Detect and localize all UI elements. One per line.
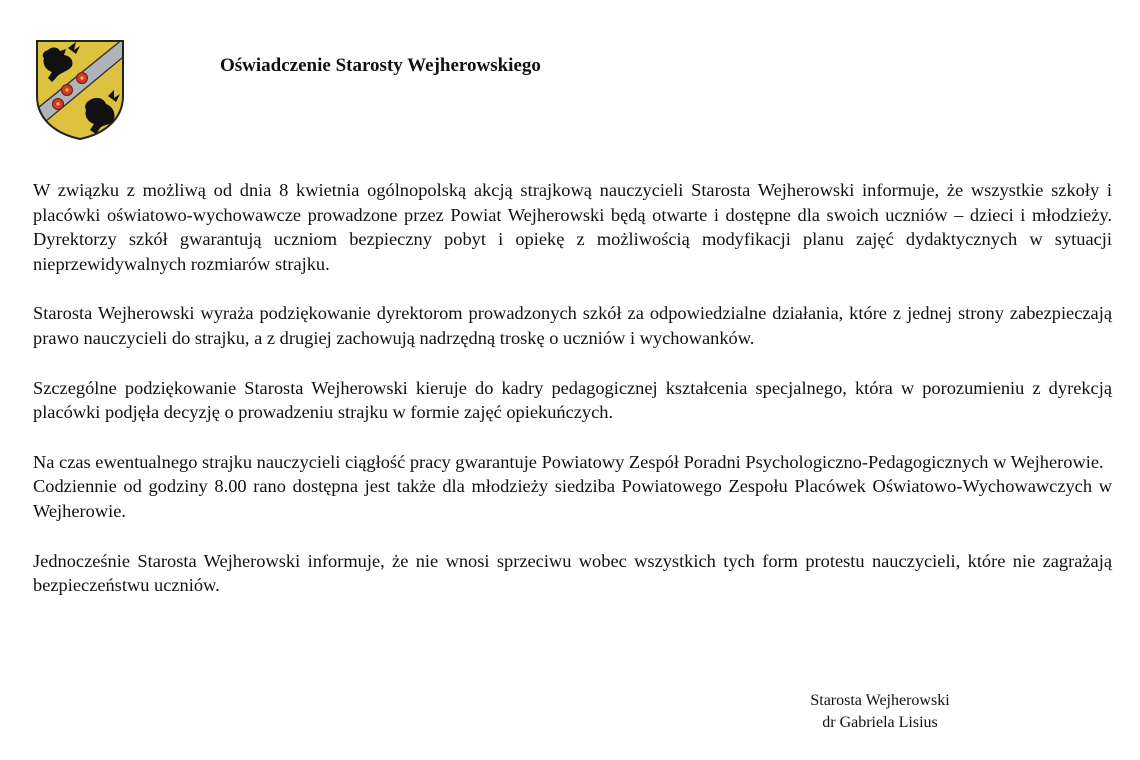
signature-title: Starosta Wejherowski: [810, 692, 950, 709]
paragraph-thanks-special-education: Szczególne podziękowanie Starosta Wejherowski kieruje do kadry pedagogicznej kształcenia specjalnego, która w porozumieniu z dyrekcją placówki podjęła decyzję o prowadzeniu strajku w formie zajęć opiekuńczych.: [33, 377, 1112, 423]
signature-name: dr Gabriela Lisius: [822, 714, 938, 731]
paragraph-counseling-continuity: Na czas ewentualnego strajku nauczycieli ciągłość pracy gwarantuje Powiatowy Zespół Poradni Psychologiczno-Pedagogicznych w Wejherowie.: [33, 451, 1104, 472]
document-title: Oświadczenie Starosty Wejherowskiego: [220, 55, 541, 76]
paragraph-school-availability: W związku z możliwą od dnia 8 kwietnia ogólnopolską akcją strajkową nauczycieli Starosta Wejherowski informuje, że wszystkie szkoły i placówki oświatowo-wychowawcze prowadzone przez Powiat Wejherowski będą otwarte i dostępne dla swoich uczniów – dzieci i młodzieży. Dyrektorzy szkół gwarantują uczniom bezpieczny pobyt i opiekę z możliwością modyfikacji planu zajęć dydaktycznych w sytuacji nieprzewidywalnych rozmiarów strajku.: [33, 180, 1112, 274]
coat-of-arms-icon: [34, 38, 126, 142]
paragraph-no-objection: Jednocześnie Starosta Wejherowski informuje, że nie wnosi sprzeciwu wobec wszystkich tych form protestu nauczycieli, które nie zagrażają bezpieczeństwu uczniów.: [33, 550, 1112, 596]
signature-block: [780, 690, 980, 734]
document-body: [33, 178, 1112, 623]
paragraph-daily-facility: Codziennie od godziny 8.00 rano dostępna jest także dla młodzieży siedziba Powiatowego Zespołu Placówek Oświatowo-Wychowawczych w Wejherowie.: [33, 476, 1112, 521]
paragraph-thanks-directors: Starosta Wejherowski wyraża podziękowanie dyrektorom prowadzonych szkół za odpowiedzialne działania, które z jednej strony zabezpieczają prawo nauczycieli do strajku, a z drugiej zachowują nadrzędną troskę o uczniów i wychowanków.: [33, 303, 1112, 348]
